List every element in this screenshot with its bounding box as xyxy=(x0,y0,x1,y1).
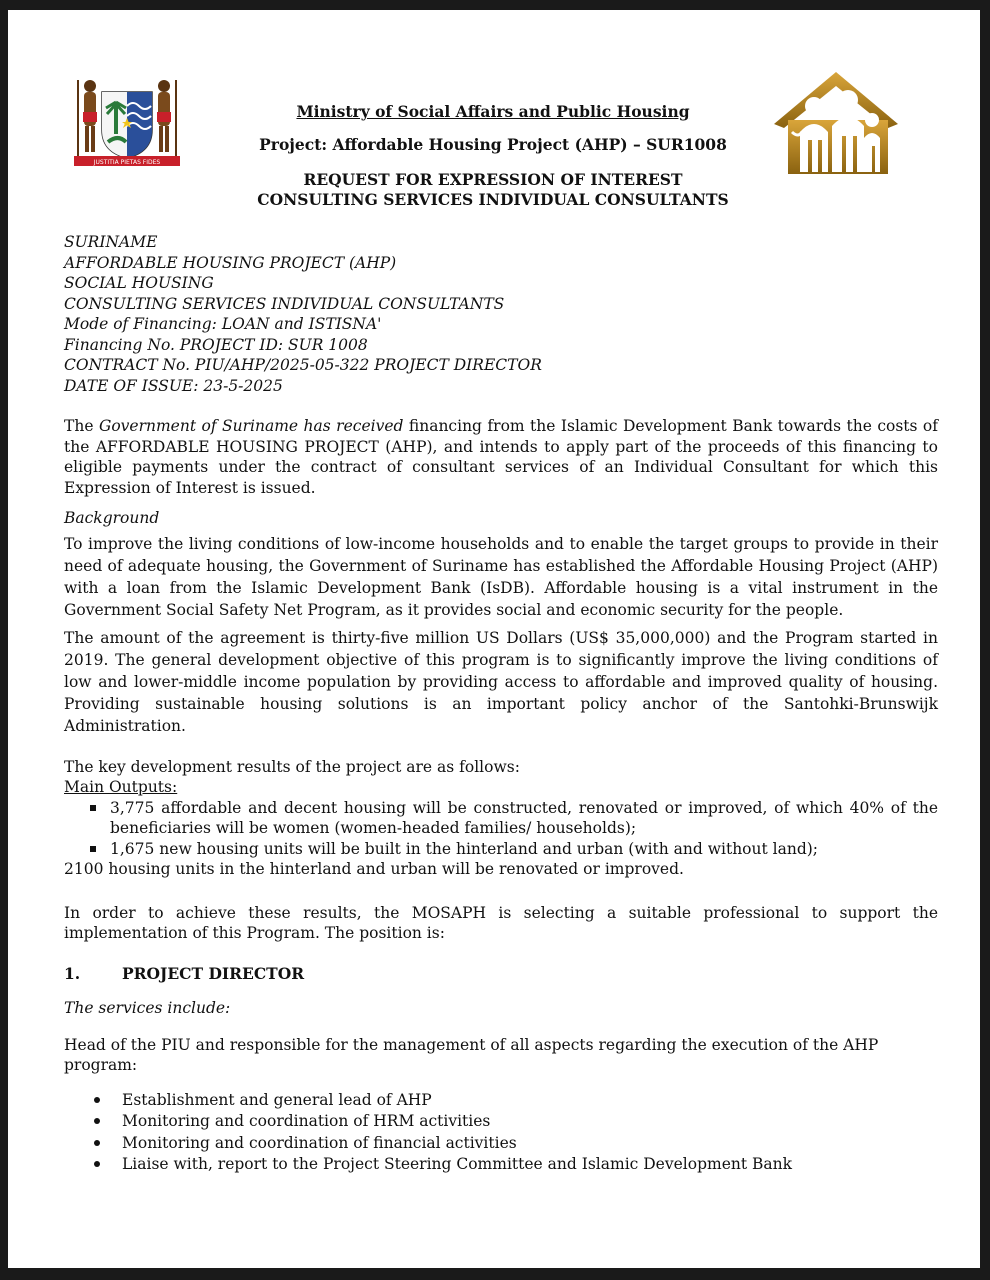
meta-country: SURINAME xyxy=(64,233,158,251)
position-number: 1. xyxy=(64,963,81,983)
meta-sector: SOCIAL HOUSING xyxy=(64,274,214,292)
position-heading xyxy=(64,964,938,985)
rfe-title-line-2: CONSULTING SERVICES INDIVIDUAL CONSULTANTS xyxy=(257,190,729,209)
outputs-list xyxy=(88,798,938,860)
list-item: 3,775 affordable and decent housing will be constructed, renovated or improved, of which 40% of the beneficiaries will be women (women-headed families/ households); xyxy=(88,798,938,839)
svg-text:JUSTITIA PIETAS FIDES: JUSTITIA PIETAS FIDES xyxy=(93,159,161,166)
selection-paragraph: In order to achieve these results, the MOSAPH is selecting a suitable professional to support the implementation of this Program. The position is: xyxy=(64,903,938,942)
list-item: Monitoring and coordination of HRM activities xyxy=(92,1111,938,1133)
renovation-output: 2100 housing units in the hinterland and urban will be renovated or improved. xyxy=(64,860,684,878)
project-title: Project: Affordable Housing Project (AHP) – SUR1008 xyxy=(259,135,727,154)
services-heading: The services include: xyxy=(64,999,231,1017)
document-header xyxy=(188,102,798,210)
background-heading: Background xyxy=(64,509,160,527)
list-item: Monitoring and coordination of financial activities xyxy=(92,1133,938,1155)
document-page xyxy=(8,10,980,1268)
list-item: Liaise with, report to the Project Steering Committee and Islamic Development Bank xyxy=(92,1154,938,1176)
background-paragraph-2: The amount of the agreement is thirty-five million US Dollars (US$ 35,000,000) and the Program started in 2019. The general development objective of this program is to significantly improve the living conditions of low and lower-middle income population by providing access to affordable and improved quality of housing. Providing sustainable housing solutions is an important policy anchor of the Santohki-Brunswijk Administration. xyxy=(64,628,938,735)
ministry-title: Ministry of Social Affairs and Public Housing xyxy=(296,102,690,121)
meta-project: AFFORDABLE HOUSING PROJECT (AHP) xyxy=(64,253,397,272)
meta-services: CONSULTING SERVICES INDIVIDUAL CONSULTANTS xyxy=(64,294,505,313)
meta-contract-no: CONTRACT No. PIU/AHP/2025-05-322 PROJECT DIRECTOR xyxy=(64,356,542,374)
meta-date-of-issue: DATE OF ISSUE: 23-5-2025 xyxy=(64,376,283,395)
duties-list xyxy=(92,1090,938,1176)
list-item: Establishment and general lead of AHP xyxy=(92,1090,938,1112)
services-lead: Head of the PIU and responsible for the management of all aspects regarding the execution of the AHP program: xyxy=(64,1035,879,1074)
meta-financing-mode: Mode of Financing: LOAN and ISTISNA' xyxy=(64,315,382,333)
metadata-block xyxy=(64,232,938,396)
position-title: PROJECT DIRECTOR xyxy=(122,963,305,983)
suriname-coat-of-arms-icon xyxy=(68,72,186,174)
results-intro: The key development results of the project are as follows: xyxy=(64,757,520,776)
main-outputs-heading: Main Outputs: xyxy=(64,778,178,796)
document-body xyxy=(64,232,938,1176)
background-paragraph-1: To improve the living conditions of low-income households and to enable the target groups to provide in their need of adequate housing, the Government of Suriname has established the Affordable Housing Project (AHP) with a loan from the Islamic Development Bank (IsDB). Affordable housing is a vital instrument in the Government Social Safety Net Program, as it provides social and economic security for the people. xyxy=(64,534,938,619)
list-item: 1,675 new housing units will be built in the hinterland and urban (with and without land); xyxy=(88,839,938,860)
intro-paragraph: The Government of Suriname has received financing from the Islamic Development Bank towards the costs of the AFFORDABLE HOUSING PROJECT (AHP), and intends to apply part of the proceeds of this financing to eligible payments under the contract of consultant services of an Individual Consultant for which this Expression of Interest is issued. xyxy=(64,417,938,497)
meta-financing-no: Financing No. PROJECT ID: SUR 1008 xyxy=(64,335,368,354)
rfe-title-line-1: REQUEST FOR EXPRESSION OF INTEREST xyxy=(303,170,683,189)
